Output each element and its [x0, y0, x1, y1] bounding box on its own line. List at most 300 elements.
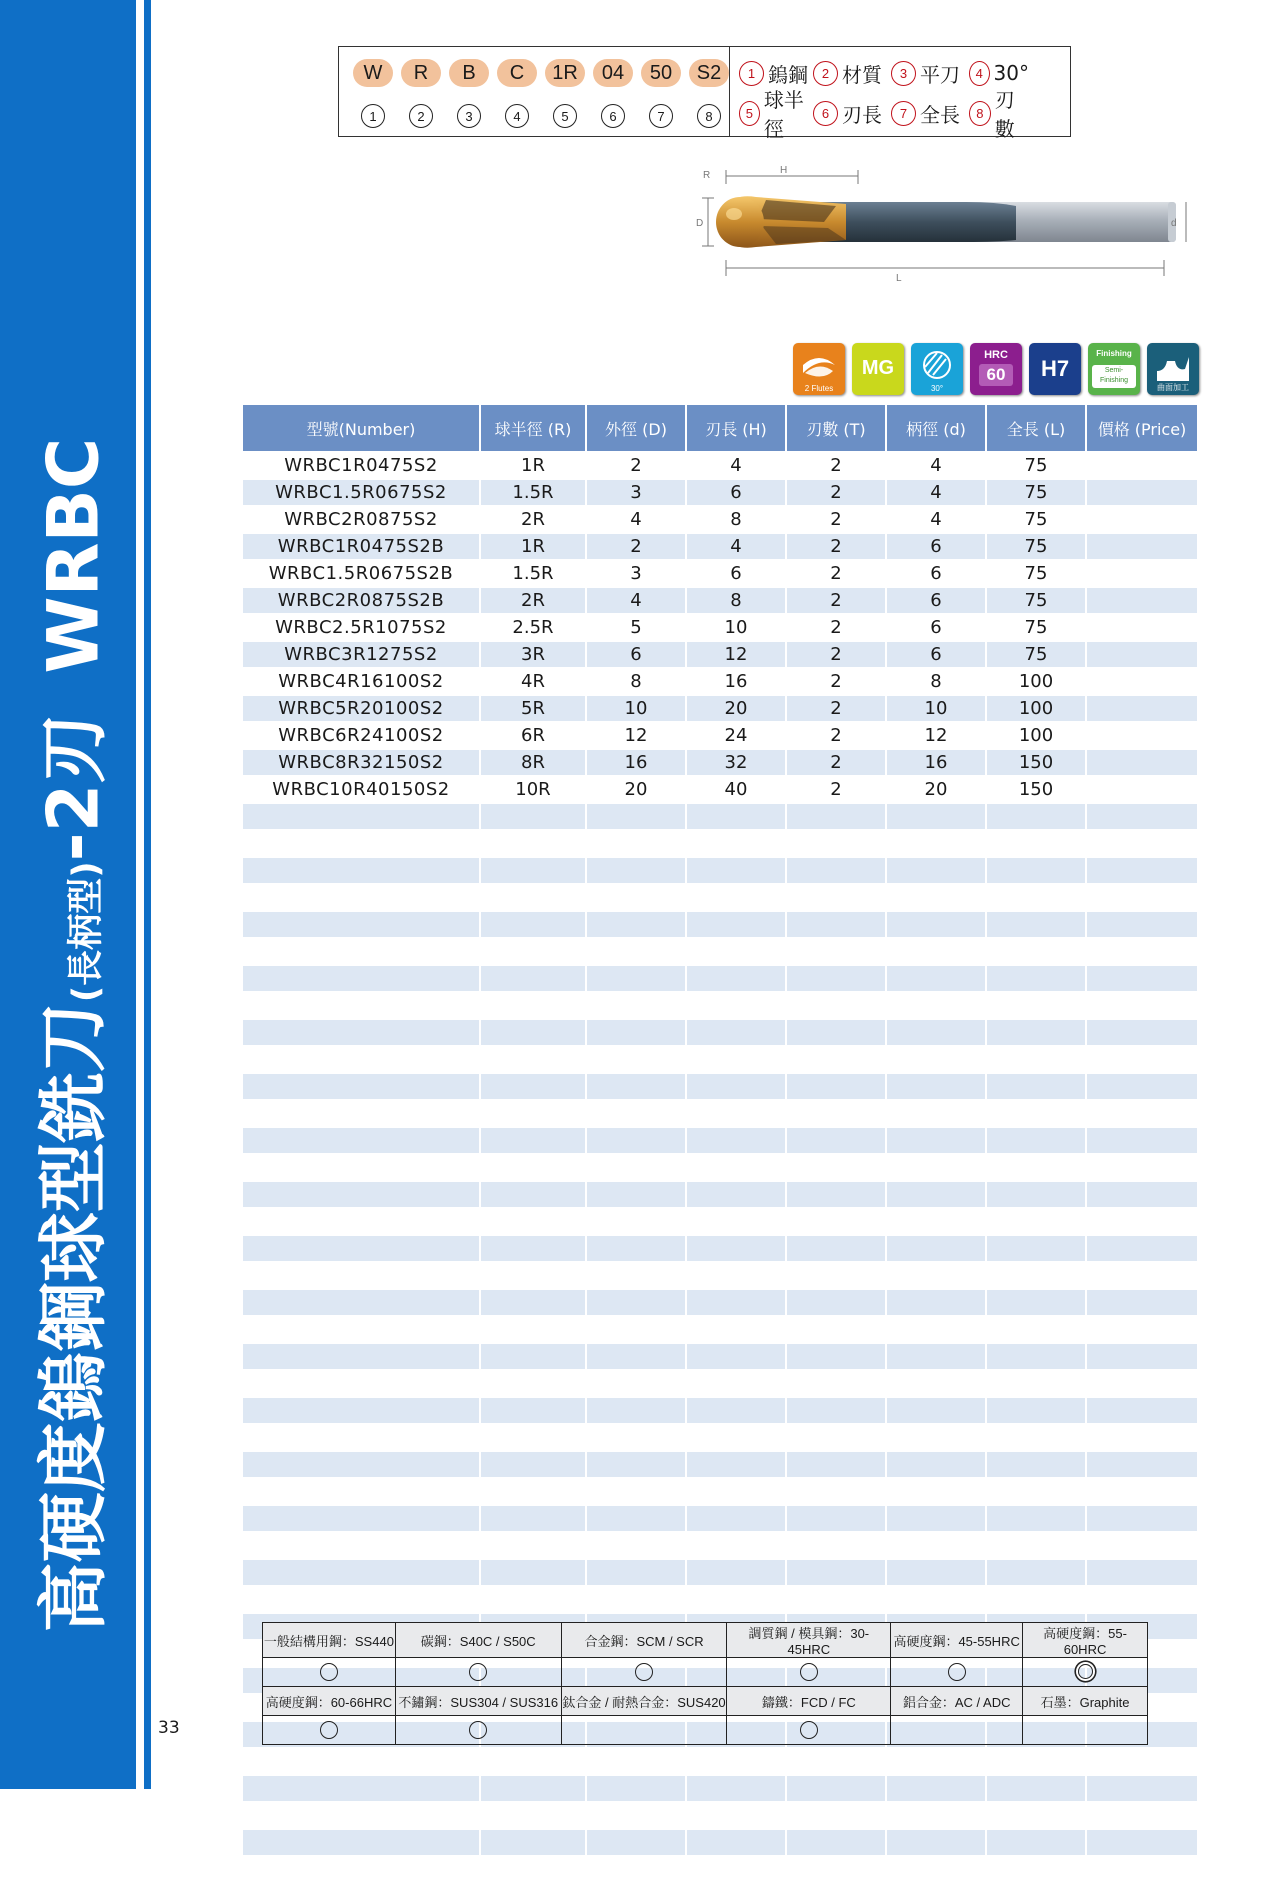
table-cell: [687, 1317, 785, 1344]
table-cell: [687, 885, 785, 912]
table-cell: [243, 1803, 479, 1830]
material-label: 調質鋼 / 模具鋼：30-45HRC: [727, 1623, 891, 1658]
table-cell: 2: [787, 750, 885, 777]
table-cell: [787, 831, 885, 858]
table-cell: [1087, 1452, 1197, 1479]
table-cell: 8: [887, 669, 985, 696]
table-cell: [787, 1587, 885, 1614]
code-position: [353, 103, 393, 129]
table-row: [243, 615, 1197, 642]
table-cell: [887, 1263, 985, 1290]
empty-table-row: [243, 1560, 1197, 1587]
table-cell: [887, 966, 985, 993]
table-cell: 6: [887, 534, 985, 561]
table-cell: [1087, 966, 1197, 993]
material-label: 鋁合金：AC / ADC: [891, 1687, 1023, 1716]
empty-table-row: [243, 1047, 1197, 1074]
material-label: 高硬度鋼：45-55HRC: [891, 1623, 1023, 1658]
table-cell: [1087, 1803, 1197, 1830]
table-cell: 2: [787, 453, 885, 480]
table-cell: [687, 1776, 785, 1803]
table-cell: 2: [787, 696, 885, 723]
table-cell: [587, 1074, 685, 1101]
table-cell: [1087, 1101, 1197, 1128]
material-suitability: [561, 1658, 727, 1687]
table-cell: [887, 912, 985, 939]
table-cell: 2: [787, 534, 885, 561]
table-cell: [587, 939, 685, 966]
table-cell: [243, 1236, 479, 1263]
table-cell: 4: [687, 453, 785, 480]
table-cell: [481, 1776, 585, 1803]
table-cell: [787, 1560, 885, 1587]
table-cell: [687, 1209, 785, 1236]
table-cell: [1087, 1155, 1197, 1182]
model-number-cell: WRBC2R0875S2B: [243, 588, 479, 615]
table-cell: [243, 1830, 479, 1857]
table-cell: [987, 1290, 1085, 1317]
table-cell: [587, 1236, 685, 1263]
table-cell: [481, 1317, 585, 1344]
table-cell: [1087, 1830, 1197, 1857]
table-cell: [1087, 1776, 1197, 1803]
material-suitability: [1023, 1716, 1148, 1745]
table-cell: [1087, 1209, 1197, 1236]
table-cell: [1087, 480, 1197, 507]
table-cell: [787, 1209, 885, 1236]
table-cell: [787, 912, 885, 939]
table-cell: [887, 939, 985, 966]
table-cell: [987, 1560, 1085, 1587]
meaning-number: 5: [739, 101, 760, 126]
table-cell: [1087, 1290, 1197, 1317]
table-cell: 2: [787, 561, 885, 588]
table-cell: [1087, 1371, 1197, 1398]
table-cell: 3R: [481, 642, 585, 669]
table-cell: [887, 1209, 985, 1236]
table-cell: [587, 1020, 685, 1047]
table-cell: [1087, 912, 1197, 939]
empty-table-row: [243, 1830, 1197, 1857]
table-cell: [787, 1371, 885, 1398]
model-number-cell: WRBC3R1275S2: [243, 642, 479, 669]
title-sub: (長柄型): [65, 861, 107, 1003]
table-cell: [1087, 561, 1197, 588]
table-cell: 2: [787, 723, 885, 750]
code-legend: [338, 46, 1071, 141]
code-position: [689, 103, 729, 129]
table-cell: [587, 1182, 685, 1209]
table-row: [243, 723, 1197, 750]
table-cell: [687, 1182, 785, 1209]
table-cell: [243, 1506, 479, 1533]
table-cell: [987, 1155, 1085, 1182]
table-cell: 2R: [481, 588, 585, 615]
table-cell: [787, 1020, 885, 1047]
table-cell: [787, 858, 885, 885]
table-cell: [887, 1182, 985, 1209]
table-cell: [481, 1857, 585, 1884]
model-number-cell: WRBC6R24100S2: [243, 723, 479, 750]
table-cell: [243, 1209, 479, 1236]
table-cell: [887, 1425, 985, 1452]
table-cell: [687, 939, 785, 966]
code-pill: 1R: [545, 59, 585, 87]
table-cell: [1087, 804, 1197, 831]
empty-table-row: [243, 858, 1197, 885]
suitable-circle-icon: [320, 1663, 338, 1681]
table-cell: [243, 1587, 479, 1614]
table-cell: 4: [887, 480, 985, 507]
h7-icon: H7: [1029, 343, 1081, 395]
empty-table-row: [243, 1155, 1197, 1182]
table-cell: 4: [587, 507, 685, 534]
meaning-text: 全長: [920, 102, 960, 127]
column-header: 價格 (Price): [1087, 405, 1197, 453]
table-cell: [481, 1506, 585, 1533]
table-cell: [987, 1371, 1085, 1398]
material-suitability-row: [263, 1716, 1148, 1745]
table-cell: 5: [587, 615, 685, 642]
table-cell: [481, 1479, 585, 1506]
empty-table-row: [243, 885, 1197, 912]
table-cell: [687, 804, 785, 831]
table-cell: [987, 1425, 1085, 1452]
table-cell: [243, 1182, 479, 1209]
table-cell: 12: [587, 723, 685, 750]
table-cell: 2: [787, 669, 885, 696]
table-cell: [1087, 1749, 1197, 1776]
table-cell: 75: [987, 588, 1085, 615]
table-cell: [987, 1533, 1085, 1560]
table-cell: [481, 1749, 585, 1776]
empty-table-row: [243, 993, 1197, 1020]
material-suitability: [1023, 1658, 1148, 1687]
label-h: H: [780, 165, 788, 176]
meaning-item: [891, 59, 969, 87]
table-cell: [687, 1047, 785, 1074]
table-cell: [987, 1317, 1085, 1344]
table-cell: 4: [587, 588, 685, 615]
table-cell: [987, 1803, 1085, 1830]
table-cell: 6: [687, 480, 785, 507]
table-cell: [481, 858, 585, 885]
table-cell: [243, 1452, 479, 1479]
column-header: 全長 (L): [987, 405, 1085, 453]
table-cell: 2: [787, 777, 885, 804]
meaning-number: 6: [813, 101, 838, 126]
table-cell: [987, 1236, 1085, 1263]
empty-table-row: [243, 1857, 1197, 1884]
table-cell: [587, 1317, 685, 1344]
table-cell: [687, 831, 785, 858]
suitable-circle-icon: [469, 1721, 487, 1739]
table-cell: [887, 1560, 985, 1587]
table-cell: [787, 939, 885, 966]
material-suitability: [727, 1716, 891, 1745]
table-cell: [587, 1128, 685, 1155]
code-number-row: [353, 103, 729, 129]
material-suitability: [395, 1716, 561, 1745]
table-cell: [887, 1857, 985, 1884]
page-number: 33: [158, 1718, 180, 1738]
table-cell: [987, 1398, 1085, 1425]
position-number: 4: [505, 104, 529, 128]
table-cell: [481, 966, 585, 993]
table-cell: [587, 1749, 685, 1776]
tool-diagram: [696, 164, 1192, 282]
table-cell: [587, 912, 685, 939]
table-cell: 24: [687, 723, 785, 750]
table-cell: [587, 1209, 685, 1236]
table-cell: 12: [687, 642, 785, 669]
suitable-circle-icon: [948, 1663, 966, 1681]
table-cell: [587, 993, 685, 1020]
table-cell: [587, 1101, 685, 1128]
table-row: [243, 777, 1197, 804]
suitable-circle-icon: [800, 1663, 818, 1681]
table-row: [243, 696, 1197, 723]
table-cell: 8: [687, 507, 785, 534]
table-cell: [1087, 1533, 1197, 1560]
table-row: [243, 588, 1197, 615]
table-cell: [987, 1128, 1085, 1155]
material-label-row: [263, 1687, 1148, 1716]
table-cell: [1087, 1587, 1197, 1614]
table-cell: [1087, 858, 1197, 885]
table-cell: [887, 1533, 985, 1560]
table-cell: [1087, 1182, 1197, 1209]
two-flutes-icon: 2 Flutes: [793, 343, 845, 395]
table-cell: [887, 1830, 985, 1857]
table-cell: [587, 1263, 685, 1290]
column-header: 刃數 (T): [787, 405, 885, 453]
table-cell: [243, 885, 479, 912]
table-cell: [687, 1452, 785, 1479]
table-cell: [787, 1479, 885, 1506]
table-cell: [1087, 642, 1197, 669]
table-cell: [1087, 615, 1197, 642]
table-cell: 4R: [481, 669, 585, 696]
material-suitability: [263, 1716, 396, 1745]
table-cell: [787, 1128, 885, 1155]
table-cell: [687, 1236, 785, 1263]
table-cell: [243, 1290, 479, 1317]
table-cell: 75: [987, 561, 1085, 588]
material-label: 高硬度鋼：60-66HRC: [263, 1687, 396, 1716]
table-cell: [481, 912, 585, 939]
table-cell: [243, 804, 479, 831]
table-cell: [687, 1587, 785, 1614]
table-cell: [481, 993, 585, 1020]
table-cell: [987, 1587, 1085, 1614]
material-label: 碳鋼：S40C / S50C: [395, 1623, 561, 1658]
table-cell: [243, 939, 479, 966]
meaning-text: 材質: [842, 62, 882, 87]
sidebar-stripe: [144, 0, 151, 1789]
table-cell: [787, 1398, 885, 1425]
table-cell: [987, 1776, 1085, 1803]
table-cell: [887, 831, 985, 858]
meaning-item: [739, 59, 813, 87]
table-cell: 1.5R: [481, 561, 585, 588]
table-cell: 2.5R: [481, 615, 585, 642]
table-row: [243, 480, 1197, 507]
table-cell: [987, 858, 1085, 885]
table-cell: 2: [787, 480, 885, 507]
table-cell: [787, 993, 885, 1020]
position-number: 3: [457, 104, 481, 128]
table-cell: [987, 1857, 1085, 1884]
table-cell: [987, 912, 1085, 939]
table-cell: 100: [987, 723, 1085, 750]
material-label: 石墨：Graphite: [1023, 1687, 1148, 1716]
table-cell: [687, 1155, 785, 1182]
table-cell: 2: [787, 642, 885, 669]
title-main: 高硬度鎢鋼球型銑刀: [32, 1002, 115, 1633]
table-cell: [787, 1425, 885, 1452]
code-pill: 50: [641, 59, 681, 87]
table-cell: [1087, 831, 1197, 858]
table-cell: [243, 1776, 479, 1803]
table-cell: [243, 1155, 479, 1182]
table-cell: 6: [887, 615, 985, 642]
table-cell: 75: [987, 507, 1085, 534]
table-cell: [1087, 669, 1197, 696]
table-cell: [687, 966, 785, 993]
table-cell: [887, 1749, 985, 1776]
material-suitability: [891, 1716, 1023, 1745]
table-cell: [687, 1533, 785, 1560]
table-cell: [987, 1020, 1085, 1047]
table-cell: [987, 1506, 1085, 1533]
table-cell: [1087, 696, 1197, 723]
meaning-text: 平刀: [920, 62, 960, 87]
table-cell: [787, 1776, 885, 1803]
code-legend-meanings: [733, 47, 1069, 141]
table-cell: 2R: [481, 507, 585, 534]
meaning-item: [739, 88, 813, 141]
table-cell: [687, 1749, 785, 1776]
table-cell: 6: [887, 642, 985, 669]
table-cell: [243, 1749, 479, 1776]
materials-table: [262, 1622, 1148, 1745]
finishing-icon: Finishing Semi-Finishing: [1088, 343, 1140, 395]
material-suitability: [263, 1658, 396, 1687]
empty-table-row: [243, 1020, 1197, 1047]
table-cell: [987, 939, 1085, 966]
table-cell: [243, 1047, 479, 1074]
label-d-outer: D: [696, 218, 704, 229]
table-row: [243, 669, 1197, 696]
table-cell: [481, 885, 585, 912]
spec-table-header: [243, 405, 1197, 453]
empty-table-row: [243, 1452, 1197, 1479]
position-number: 5: [553, 104, 577, 128]
table-cell: [787, 1830, 885, 1857]
table-cell: 1R: [481, 453, 585, 480]
hrc-60-icon: HRC 60: [970, 343, 1022, 395]
meaning-number: 7: [891, 101, 916, 126]
empty-table-row: [243, 966, 1197, 993]
table-cell: 8: [687, 588, 785, 615]
table-cell: [787, 1803, 885, 1830]
meaning-number: 3: [891, 61, 916, 86]
table-cell: 4: [687, 534, 785, 561]
meaning-text: 球半徑: [763, 88, 804, 141]
table-cell: [987, 1182, 1085, 1209]
title-flutes: -2刃: [32, 713, 115, 862]
helix-30-icon: 30°: [911, 343, 963, 395]
model-number-cell: WRBC8R32150S2: [243, 750, 479, 777]
suitable-circle-icon: [800, 1721, 818, 1739]
table-cell: [1087, 453, 1197, 480]
table-cell: [481, 1236, 585, 1263]
meaning-row-2: [739, 88, 1029, 141]
table-cell: [887, 1506, 985, 1533]
table-cell: [587, 1398, 685, 1425]
table-cell: [1087, 1317, 1197, 1344]
model-number-cell: WRBC2R0875S2: [243, 507, 479, 534]
table-cell: 100: [987, 696, 1085, 723]
table-cell: [887, 1047, 985, 1074]
title-model: WRBC: [32, 437, 115, 674]
mg-icon: MG: [852, 343, 904, 395]
vertical-title: [18, 185, 119, 1885]
table-cell: [1087, 885, 1197, 912]
meaning-text: 刃數: [994, 88, 1015, 141]
code-pill: W: [353, 59, 393, 87]
table-cell: [887, 1074, 985, 1101]
table-cell: [787, 1101, 885, 1128]
table-cell: 6: [587, 642, 685, 669]
empty-table-row: [243, 1398, 1197, 1425]
column-header: 柄徑 (d): [887, 405, 985, 453]
table-cell: 75: [987, 453, 1085, 480]
table-cell: [587, 1047, 685, 1074]
material-suitability-row: [263, 1658, 1148, 1687]
table-cell: [987, 1830, 1085, 1857]
meaning-item: [813, 99, 891, 127]
table-cell: [243, 966, 479, 993]
meaning-item: [969, 59, 1029, 87]
material-label: 鑄鐵：FCD / FC: [727, 1687, 891, 1716]
table-cell: [587, 804, 685, 831]
table-cell: [243, 1560, 479, 1587]
empty-table-row: [243, 1290, 1197, 1317]
table-cell: 16: [687, 669, 785, 696]
table-cell: [787, 966, 885, 993]
table-cell: [481, 1425, 585, 1452]
table-cell: [481, 1398, 585, 1425]
table-cell: [587, 1857, 685, 1884]
table-cell: [481, 1587, 585, 1614]
table-cell: [987, 1263, 1085, 1290]
empty-table-row: [243, 1803, 1197, 1830]
table-cell: [1087, 1020, 1197, 1047]
position-number: 6: [601, 104, 625, 128]
table-cell: [243, 1128, 479, 1155]
table-cell: [687, 1398, 785, 1425]
table-cell: [787, 885, 885, 912]
table-cell: 16: [587, 750, 685, 777]
code-pill: C: [497, 59, 537, 87]
table-cell: [987, 1452, 1085, 1479]
model-number-cell: WRBC1.5R0675S2: [243, 480, 479, 507]
column-header: 型號(Number): [243, 405, 479, 453]
table-cell: [987, 831, 1085, 858]
table-cell: 20: [887, 777, 985, 804]
